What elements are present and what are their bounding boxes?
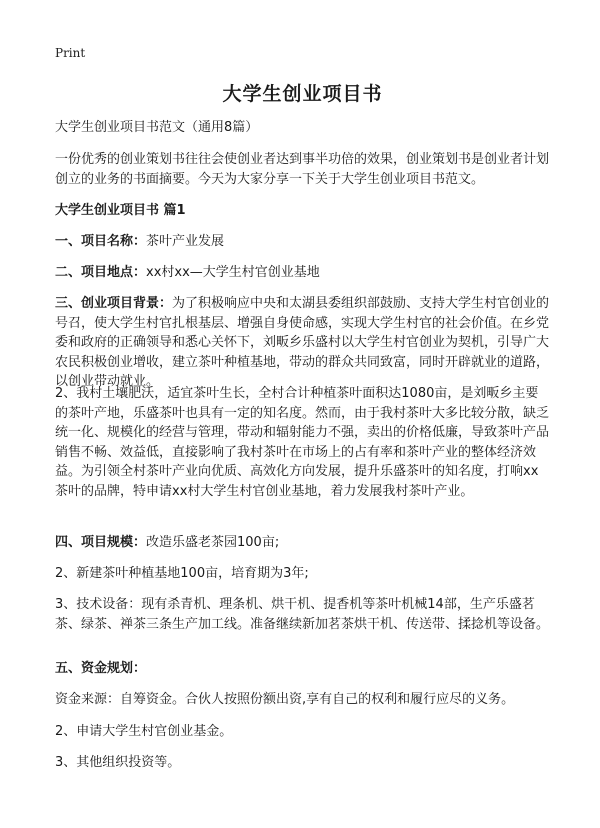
scale-line	[55, 533, 550, 553]
scale-value: 改造乐盛老茶园100亩;	[146, 535, 280, 550]
print-label: Print	[55, 46, 86, 60]
funding-heading: 五、资金规划：	[55, 661, 147, 676]
funding-paragraph-2: 2、申请大学生村官创业基金。	[55, 724, 233, 739]
background-label: 三、创业项目背景：	[55, 296, 173, 311]
project-location-value: xx村xx—大学生村官创业基地	[146, 265, 320, 280]
intro-paragraph: 一份优秀的创业策划书往往会使创业者达到事半功倍的效果，创业策划书是创业者计划创立的业务的书面摘要。今天为大家分享一下关于大学生创业项目书范文。	[55, 152, 550, 187]
funding-paragraph-1: 资金来源：自筹资金。合伙人按照份额出资,享有自己的权利和履行应尽的义务。	[55, 692, 515, 707]
project-name-value: 茶叶产业发展	[146, 234, 225, 249]
background-paragraph-2: 2、我村土壤肥沃，适宜茶叶生长，全村合计种植茶叶面积达1080亩，是刘畈乡主要的茶叶产地，乐盛茶叶也具有一定的知名度。然而，由于我村茶叶大多比较分散，缺乏统一化、规模化的经营与管理，带动和辐射能力不强，卖出的价格低廉，导致茶叶产品销售不畅、效益低，直接影响了我村茶叶在市场上的占有率和茶叶产业的整体经济效益。为引领全村茶叶产业向优质、高效化方向发展，提升乐盛茶叶的知名度，打响xx茶叶的品牌，特申请xx村大学生村官创业基地，着力发展我村茶叶产业。	[55, 386, 550, 499]
project-name-line	[55, 232, 550, 252]
section-heading: 大学生创业项目书 篇1	[55, 203, 186, 218]
project-name-label: 一、项目名称：	[55, 234, 147, 249]
background-paragraph	[55, 294, 550, 392]
background-value: 为了积极响应中央和太湖县委组织部鼓励、支持大学生村官创业的号召，使大学生村官扎根基层、增强自身使命感，实现大学生村官的社会价值。在乡党委和政府的正确领导和悉心关怀下，刘畈乡乐盛村以大学生村官创业为契机，引导广大农民积极创业增收，建立茶叶种植基地，带动的群众共同致富，同时开辟就业的道路，以创业带动就业。	[55, 296, 550, 389]
scale-paragraph-3: 3、技术设备：现有杀青机、理条机、烘干机、提香机等茶叶机械14部，生产乐盛茗茶、绿茶、禅茶三条生产加工线。准备继续新加茗茶烘干机、传送带、揉捻机等设备。	[55, 597, 550, 632]
scale-paragraph-2: 2、新建茶叶种植基地100亩，培育期为3年;	[55, 566, 309, 581]
document-subtitle: 大学生创业项目书范文（通用8篇）	[55, 120, 259, 135]
project-location-line	[55, 263, 550, 283]
project-location-label: 二、项目地点：	[55, 265, 147, 280]
document-title: 大学生创业项目书	[222, 83, 383, 105]
scale-label: 四、项目规模：	[55, 535, 147, 550]
funding-paragraph-3: 3、其他组织投资等。	[55, 755, 181, 770]
